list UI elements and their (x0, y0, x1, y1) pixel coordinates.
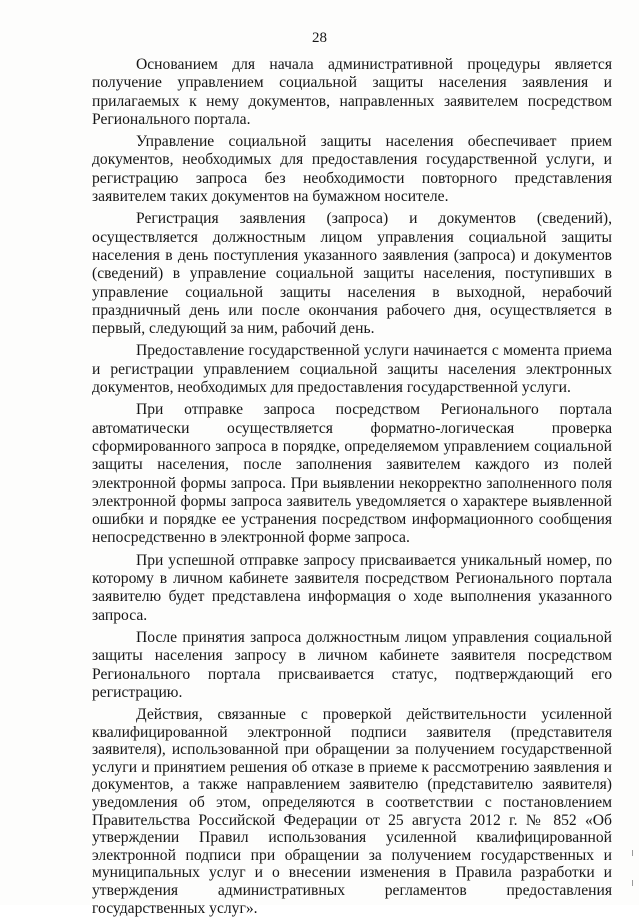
scan-mark (632, 880, 633, 886)
page-number: 28 (312, 30, 327, 46)
paragraph-status: После принятия запроса должностным лицом управления социальной защиты населения запросу в личном кабинете заявителя посредством Регионального портала присваивается статус, подтверждающий его регистрацию. (92, 628, 612, 701)
document-body (92, 56, 612, 921)
paragraph-registration: Регистрация заявления (запроса) и документов (сведений), осуществляется должностным лицом управления социальной защиты населения в день поступления указанного заявления (запроса) и документов (сведений) в управление социальной защиты населения, поступивших в управление социальной защиты населения в выходной, нерабочий праздничный день или после окончания рабочего дня, осуществляется в первый, следующий за ним, рабочий день. (92, 210, 612, 338)
paragraph-service-start: Предоставление государственной услуги начинается с момента приема и регистрации управлением социальной защиты населения электронных документов, необходимых для предоставления государственной услуги. (92, 342, 612, 397)
paragraph-format-check: При отправке запроса посредством Регионального портала автоматически осуществляется форматно-логическая проверка сформированного запроса в порядке, определяемом управлением социальной защиты населения, после заполнения заявителем каждого из полей электронной формы запроса. При выявлении некорректно заполненного поля электронной формы запроса заявитель уведомляется о характере выявленной ошибки и порядке ее устранения посредством информационного сообщения непосредственно в электронной форме запроса. (92, 401, 612, 547)
paragraph-unique-number: При успешной отправке запросу присваивается уникальный номер, по которому в личном кабинете заявителя посредством Регионального портала заявителю будет представлена информация о ходе выполнения указанного запроса. (92, 551, 612, 624)
paragraph-basis: Основанием для начала административной процедуры является получение управлением социальной защиты населения заявления и прилагаемых к нему документов, направленных заявителем посредством Регионального портала. (92, 56, 612, 128)
paragraph-signature-check: Действия, связанные с проверкой действительности усиленной квалифицированной электронной подписи заявителя (представителя заявителя), использованной при обращении за получением государственной услуги и принятием решения об отказе в приеме к рассмотрению заявления и документов, а также направлением заявителю (представителю заявителя) уведомления об этом, определяются в соответствии с постановлением Правительства Российской Федерации от 25 августа 2012 г. № 852 «Об утверждении Правил использования усиленной квалифицированной электронной подписи при обращении за получением государственных и муниципальных услуг и о внесении изменения в Правила разработки и утверждения административных регламентов предоставления государственных услуг». (92, 706, 612, 917)
paragraph-document-reception: Управление социальной защиты населения обеспечивает прием документов, необходимых для предоставления государственной услуги, и регистрацию запроса без необходимости повторного представления заявителем таких документов на бумажном носителе. (92, 133, 612, 206)
scan-mark (632, 850, 633, 856)
